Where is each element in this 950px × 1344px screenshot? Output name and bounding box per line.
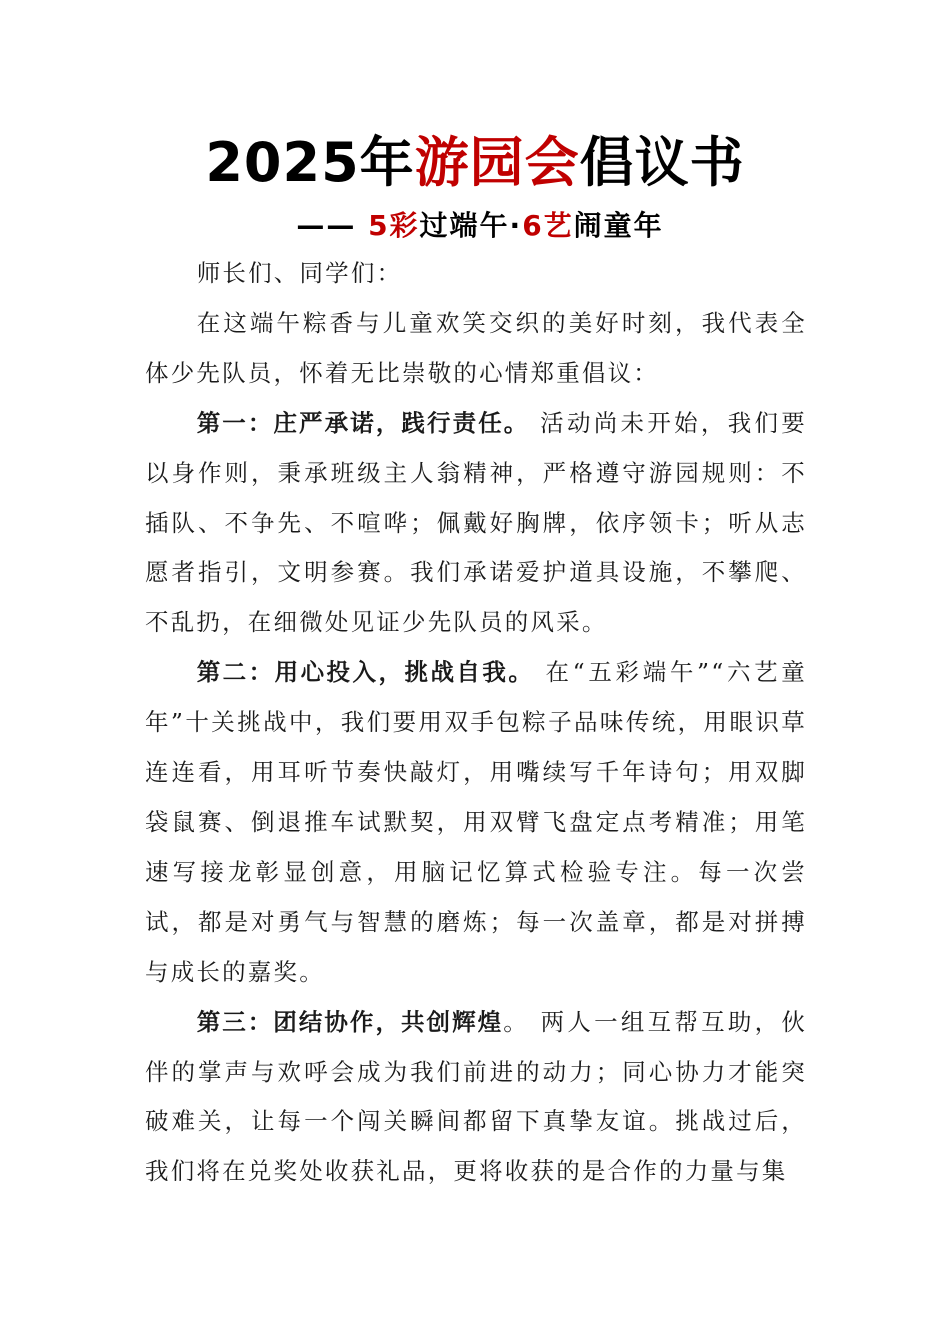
section-lead-1: 第一：庄严承诺，践行责任。 [196,408,530,437]
document-body [145,249,807,1197]
document-subtitle [0,204,950,248]
section-lead-3: 第三：团结协作，共创辉煌 [196,1007,504,1036]
section-text-1: 活动尚未开始，我们要以身作则，秉承班级主人翁精神，严格遵守游园规则：不插队、不争先、不喧哗；佩戴好胸牌，依序领卡；听从志愿者指引，文明参赛。我们承诺爱护道具设施，不攀爬、不乱扔，在细微处见证少先队员的风采。 [145,408,808,637]
subtitle-part-1: 过端午· [419,209,523,242]
section-text-2: 在“五彩端午”“六艺童年”十关挑战中，我们要用双手包粽子品味传统，用眼识草连连看，用耳听节奏快敲灯，用嘴续写千年诗句；用双脚袋鼠赛、倒退推车试默契，用双臂飞盘定点考精准；用笔速写接龙彰显创意，用脑记忆算式检验专注。每一次尝试，都是对勇气与智慧的磨炼；每一次盖章，都是对拼搏与成长的嘉奖。 [145,658,808,986]
section-lead-3-punct: 。 [503,1007,530,1036]
document-title [0,128,950,198]
subtitle-part-2: 闹童年 [573,209,664,242]
subtitle-number-2: 6艺 [522,209,574,242]
intro-paragraph: 在这端午粽香与儿童欢笑交织的美好时刻，我代表全体少先队员，怀着无比崇敬的心情郑重倡议： [145,308,807,387]
section-paragraph-1 [145,399,807,649]
section-text-3: 两人一组互帮互助，伙伴的掌声与欢呼会成为我们前进的动力；同心协力才能突破难关，让每一个闯关瞬间都留下真挚友谊。挑战过后，我们将在兑奖处收获礼品，更将收获的是合作的力量与集 [145,1007,808,1186]
section-lead-2: 第二：用心投入，挑战自我。 [196,658,535,687]
title-rest: 倡议书 [579,131,745,194]
title-year: 2025年 [205,131,415,194]
section-paragraph-3 [145,998,807,1198]
subtitle-number-1: 5彩 [368,209,420,242]
section-paragraph-2 [145,648,807,997]
title-highlight: 游园会 [414,131,580,194]
subtitle-dash: —— [296,209,369,242]
salutation: 师长们、同学们： [196,259,403,287]
